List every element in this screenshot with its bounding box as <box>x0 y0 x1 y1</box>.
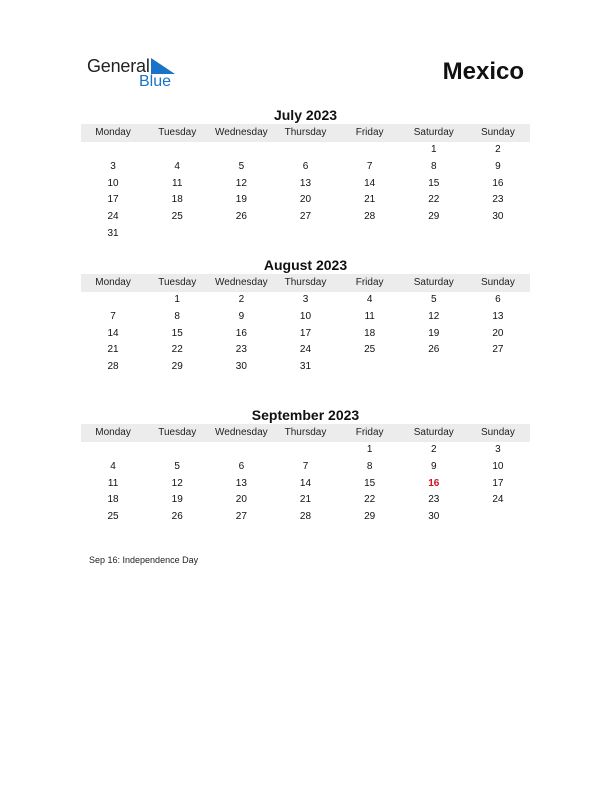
week-row <box>81 326 530 343</box>
day-cell: 10 <box>299 310 312 322</box>
day-cell <box>402 359 466 376</box>
day-cell <box>209 442 273 459</box>
day-cell: 21 <box>299 494 312 506</box>
day-cell: 18 <box>171 194 183 206</box>
week-row <box>81 509 530 526</box>
day-cell <box>338 226 402 243</box>
day-cell: 7 <box>110 310 116 322</box>
logo-text-general: General <box>87 56 150 76</box>
day-cell <box>466 359 530 376</box>
weekday-label: Tuesday <box>158 427 197 438</box>
week-row <box>81 209 530 226</box>
day-cell: 10 <box>492 460 504 472</box>
day-cell: 19 <box>171 494 183 506</box>
day-cell: 13 <box>492 310 504 322</box>
day-cell <box>209 142 273 159</box>
day-cell: 21 <box>364 194 376 206</box>
day-cell: 5 <box>430 294 437 305</box>
day-cell <box>81 292 145 309</box>
week-row <box>81 492 530 509</box>
weekday-label: Sunday <box>480 277 515 288</box>
day-cell: 14 <box>107 327 119 339</box>
day-cell: 12 <box>171 477 183 489</box>
day-cell: 29 <box>171 361 183 373</box>
day-cell: 4 <box>110 460 116 472</box>
day-cell <box>338 359 402 376</box>
day-cell: 5 <box>174 460 180 472</box>
day-cell: 3 <box>495 444 501 455</box>
day-cell: 27 <box>235 511 247 523</box>
day-cell: 13 <box>299 177 312 189</box>
weekday-label: Sunday <box>480 427 515 438</box>
logo-text-blue: Blue <box>139 73 172 90</box>
weekday-label: Friday <box>355 127 384 138</box>
day-cell: 8 <box>174 310 180 322</box>
day-cell: 29 <box>428 211 440 223</box>
day-cell: 14 <box>364 177 376 189</box>
weekday-header-row <box>81 274 530 292</box>
weekday-label: Saturday <box>413 277 454 288</box>
page-header <box>0 0 612 100</box>
day-cell <box>466 226 530 243</box>
day-cell <box>338 142 402 159</box>
day-cell: 25 <box>171 211 183 223</box>
generalblue-logo <box>87 56 187 96</box>
day-cell: 1 <box>430 144 437 155</box>
day-cell: 27 <box>299 211 312 223</box>
month-august <box>81 256 530 376</box>
day-cell: 31 <box>299 361 312 373</box>
weekday-label: Wednesday <box>215 277 268 288</box>
weekday-header-row <box>81 424 530 442</box>
week-row <box>81 292 530 309</box>
day-cell <box>402 226 466 243</box>
weekday-label: Thursday <box>284 127 327 138</box>
day-cell: 11 <box>364 310 375 322</box>
weekday-label: Sunday <box>480 127 515 138</box>
day-cell <box>273 142 337 159</box>
day-cell: 15 <box>364 477 376 489</box>
day-cell: 6 <box>302 160 309 172</box>
day-cell: 20 <box>235 494 247 506</box>
day-cell: 17 <box>299 327 312 339</box>
day-cell: 8 <box>366 460 373 472</box>
day-cell: 2 <box>495 144 501 155</box>
day-cell: 22 <box>364 494 376 506</box>
day-cell: 19 <box>235 194 247 206</box>
day-cell: 22 <box>428 194 440 206</box>
day-cell: 29 <box>364 511 376 523</box>
day-cell: 1 <box>174 294 180 305</box>
week-row <box>81 342 530 359</box>
day-cell: 1 <box>366 444 373 455</box>
day-cell: 15 <box>428 177 440 189</box>
weekday-label: Friday <box>355 427 384 438</box>
day-cell: 7 <box>302 460 309 472</box>
week-row <box>81 192 530 209</box>
day-cell: 30 <box>428 511 440 523</box>
day-cell: 17 <box>107 194 119 206</box>
week-row <box>81 226 530 243</box>
week-row <box>81 176 530 193</box>
logo-flag-icon <box>151 58 175 74</box>
day-cell: 31 <box>107 227 119 239</box>
day-cell: 15 <box>171 327 183 339</box>
weekday-label: Monday <box>95 127 131 138</box>
day-cell: 3 <box>302 294 309 305</box>
day-cell: 26 <box>235 211 247 223</box>
day-cell: 30 <box>492 211 504 223</box>
day-cell: 6 <box>495 294 501 305</box>
day-cell: 17 <box>492 477 504 489</box>
day-cell: 26 <box>171 511 183 523</box>
day-cell: 12 <box>428 310 440 322</box>
week-row <box>81 442 530 459</box>
day-cell: 27 <box>492 344 504 356</box>
day-cell: 4 <box>174 160 180 172</box>
weekday-label: Tuesday <box>158 277 197 288</box>
weekday-label: Monday <box>95 277 131 288</box>
day-cell: 18 <box>107 494 119 506</box>
day-cell: 28 <box>107 361 119 373</box>
day-cell: 23 <box>492 194 504 206</box>
day-cell: 10 <box>107 177 119 189</box>
weekday-label: Friday <box>355 277 384 288</box>
weekday-label: Monday <box>95 427 131 438</box>
week-row <box>81 459 530 476</box>
day-cell <box>145 226 209 243</box>
weekday-label: Tuesday <box>158 127 197 138</box>
holiday-notes <box>89 555 198 565</box>
day-cell: 23 <box>428 494 440 506</box>
month-september <box>81 406 530 526</box>
day-cell: 25 <box>364 344 376 356</box>
week-row <box>81 309 530 326</box>
day-cell: 30 <box>235 361 247 373</box>
weekday-label: Wednesday <box>215 127 268 138</box>
day-cell: 13 <box>235 477 247 489</box>
day-cell: 21 <box>107 344 119 356</box>
day-cell: 6 <box>238 460 245 472</box>
day-cell: 12 <box>235 177 247 189</box>
day-cell <box>466 509 530 526</box>
month-july <box>81 106 530 243</box>
day-cell: 7 <box>366 160 373 172</box>
day-cell: 26 <box>428 344 440 356</box>
week-row <box>81 359 530 376</box>
day-cell: 11 <box>172 177 183 189</box>
day-cell: 25 <box>107 511 119 523</box>
day-cell: 20 <box>492 327 504 339</box>
weekday-label: Saturday <box>413 427 454 438</box>
weekday-header-row <box>81 124 530 142</box>
month-title: August 2023 <box>263 257 348 273</box>
day-cell: 24 <box>492 494 504 506</box>
day-cell <box>81 142 145 159</box>
day-cell: 8 <box>430 160 437 172</box>
day-cell: 20 <box>299 194 312 206</box>
weekday-label: Saturday <box>413 127 454 138</box>
day-cell: 2 <box>238 294 245 305</box>
day-cell: 24 <box>107 211 119 223</box>
day-cell: 19 <box>428 327 440 339</box>
day-cell: 11 <box>107 477 119 489</box>
month-title: September 2023 <box>251 407 360 423</box>
day-cell: 18 <box>364 327 376 339</box>
day-cell: 16 <box>235 327 247 339</box>
day-cell <box>209 226 273 243</box>
day-cell: 3 <box>110 160 116 172</box>
week-row <box>81 476 530 493</box>
week-row <box>81 142 530 159</box>
day-cell: 4 <box>366 294 373 305</box>
day-cell: 28 <box>364 211 376 223</box>
day-cell: 9 <box>238 310 245 322</box>
month-title: July 2023 <box>273 107 338 123</box>
day-cell <box>145 442 209 459</box>
day-cell: 22 <box>171 344 183 356</box>
week-row <box>81 159 530 176</box>
day-cell <box>145 142 209 159</box>
day-cell: 14 <box>299 477 312 489</box>
day-cell: 23 <box>235 344 247 356</box>
day-cell: 9 <box>430 460 437 472</box>
holiday-note: Sep 16: Independence Day <box>89 555 199 565</box>
weekday-label: Thursday <box>284 427 327 438</box>
day-cell: 9 <box>495 160 501 172</box>
day-cell: 28 <box>299 511 312 523</box>
day-cell <box>273 442 337 459</box>
weekday-label: Wednesday <box>215 427 268 438</box>
day-cell: 2 <box>430 444 437 455</box>
country-title: Mexico <box>442 58 524 85</box>
holiday-day-cell: 16 <box>428 477 440 489</box>
weekday-label: Thursday <box>284 277 327 288</box>
day-cell <box>81 442 145 459</box>
day-cell: 24 <box>299 344 312 356</box>
day-cell <box>273 226 337 243</box>
day-cell: 16 <box>492 177 504 189</box>
day-cell: 5 <box>238 160 245 172</box>
